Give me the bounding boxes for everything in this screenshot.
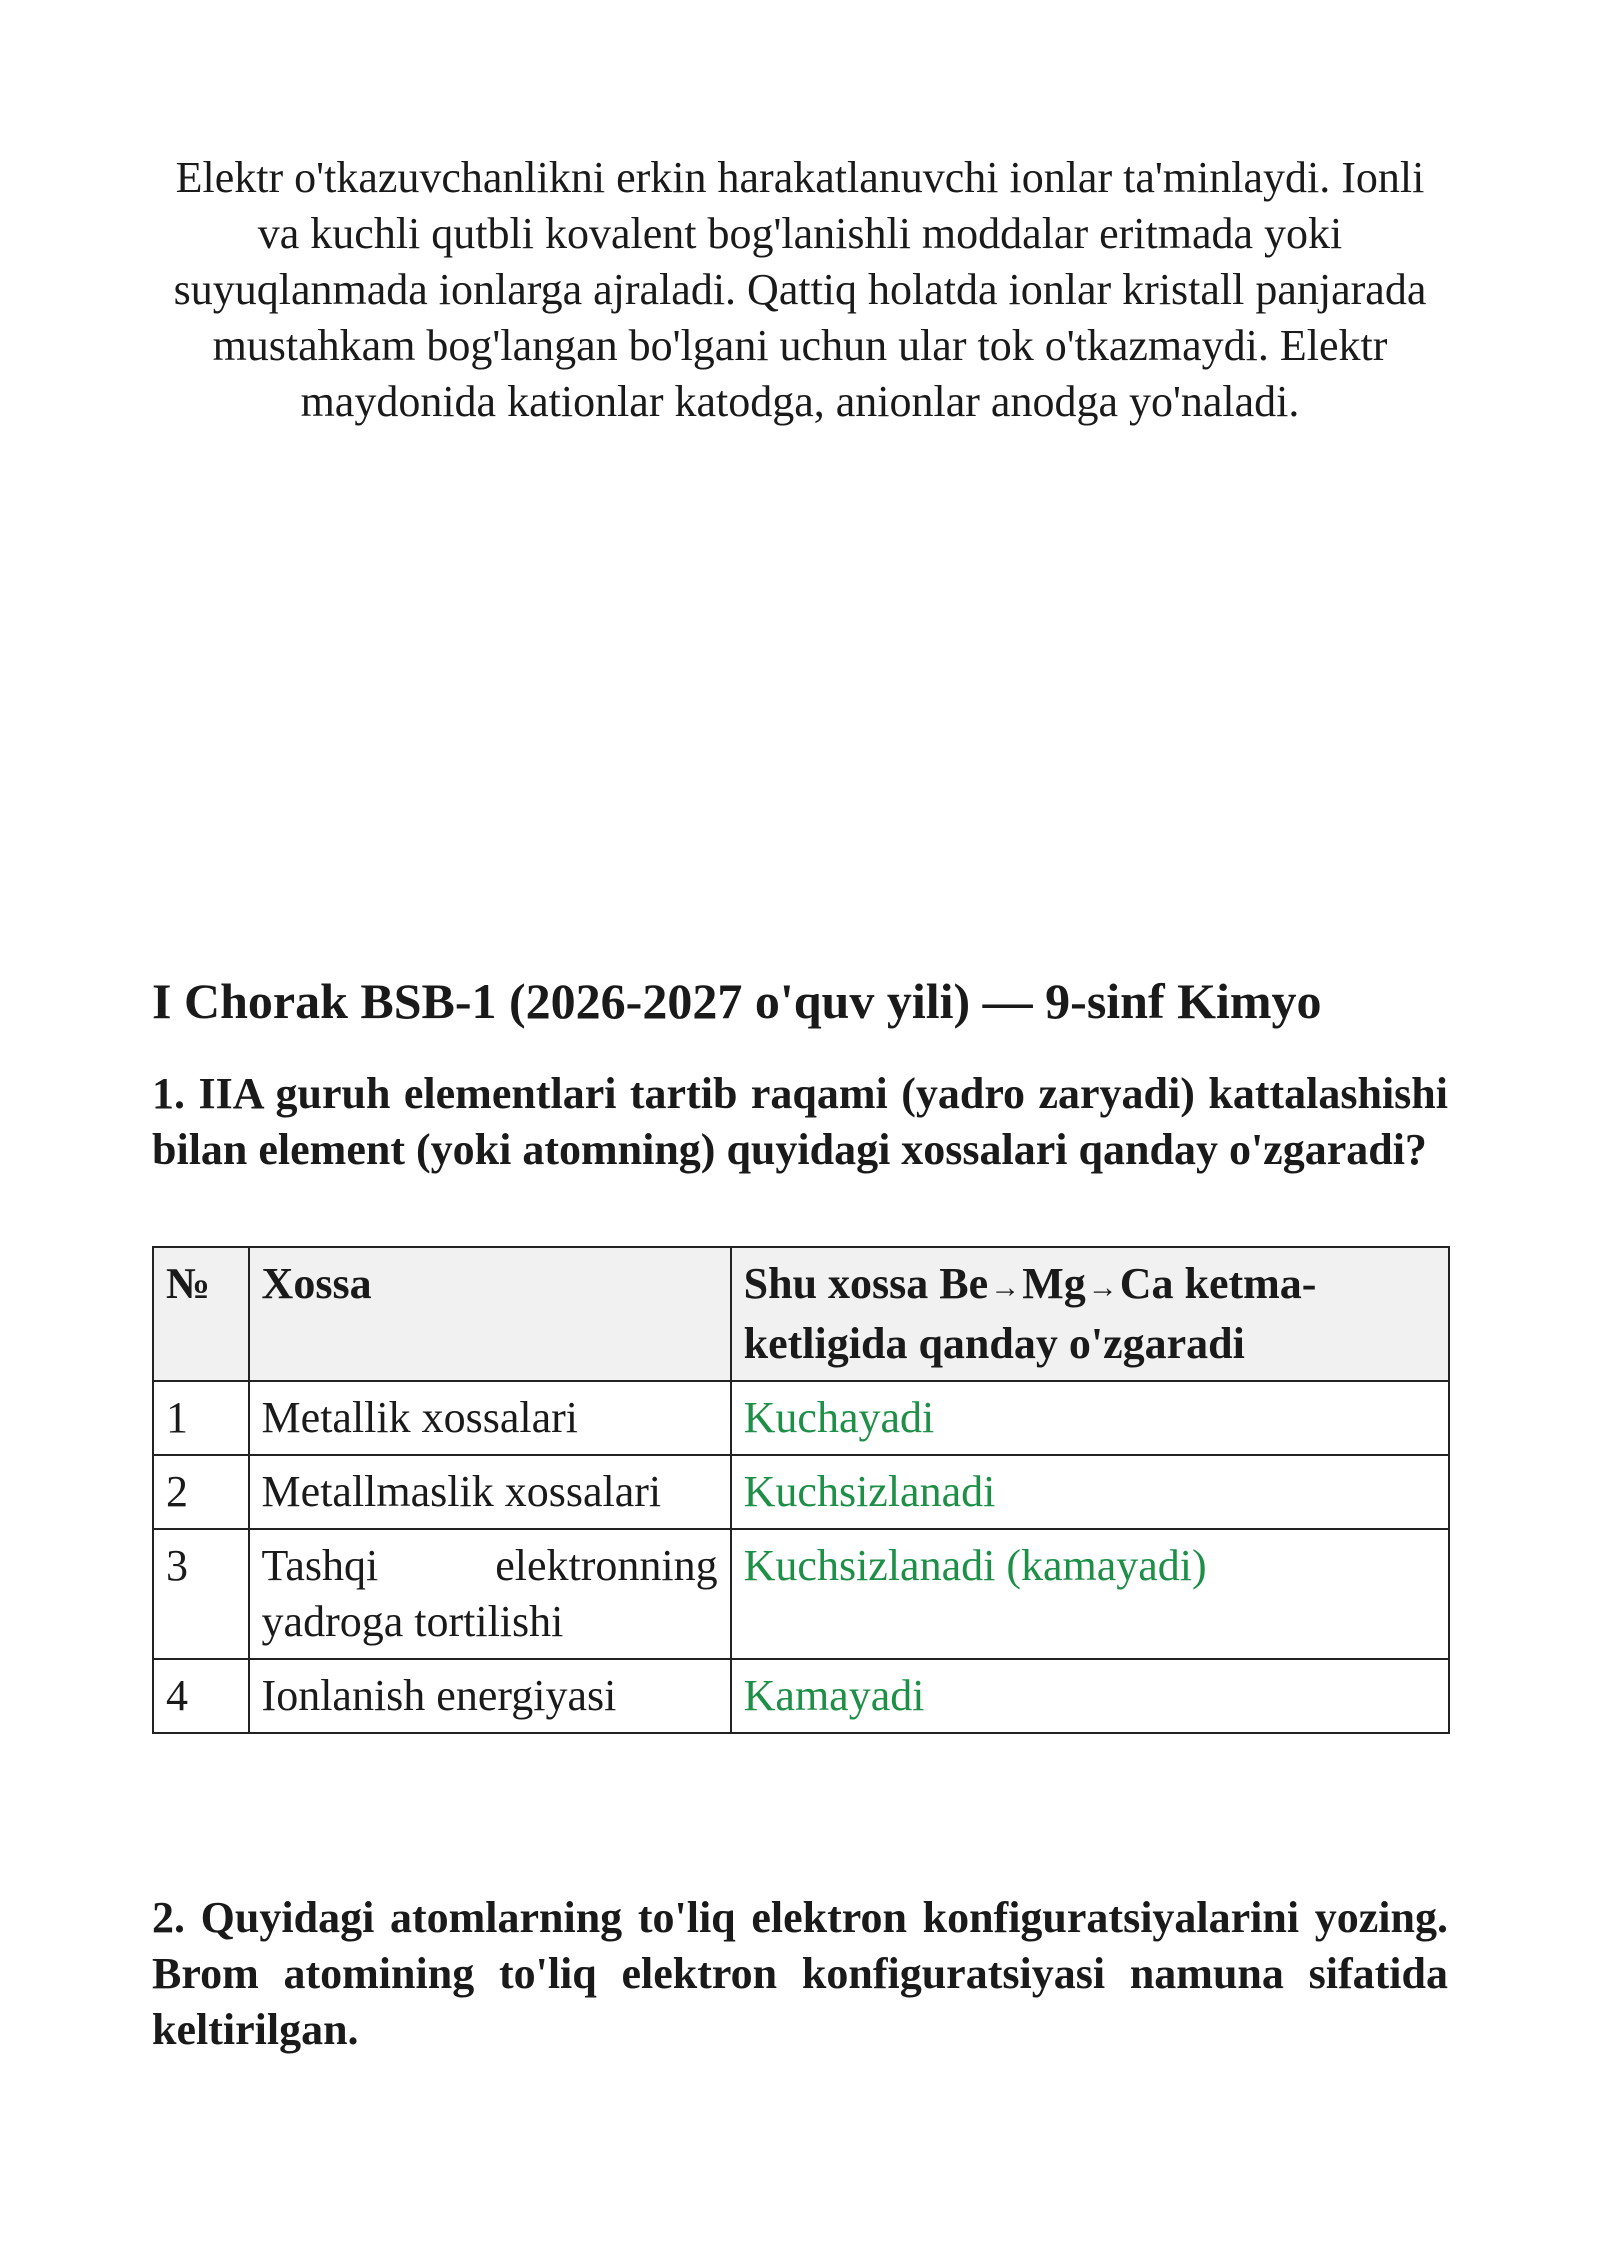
header-property: Xossa [249, 1247, 731, 1381]
arrow-icon: → [1087, 1270, 1118, 1304]
row-change: Kamayadi [731, 1659, 1449, 1733]
header-change [731, 1247, 1449, 1381]
header-number: № [153, 1247, 249, 1381]
row-number: 2 [153, 1455, 249, 1529]
row-number: 3 [153, 1529, 249, 1659]
header-change-mg: Mg [1022, 1259, 1086, 1308]
section-title: I Chorak BSB-1 (2026-2027 o'quv yili) — 9-sinf Kimyo [152, 973, 1322, 1029]
row-property: Metallik xossalari [249, 1381, 731, 1455]
question-1: 1. IIA guruh elementlari tartib raqami (yadro zaryadi) kattalashishi bilan element (yoki atomning) quyidagi xossalari qanday o'zgaradi? [152, 1069, 1448, 1174]
row-property: Metallmaslik xossalari [249, 1455, 731, 1529]
table-row [153, 1455, 1449, 1529]
row-change: Kuchayadi [731, 1381, 1449, 1455]
table-row [153, 1529, 1449, 1659]
intro-paragraph: Elektr o'tkazuvchanlikni erkin harakatlanuvchi ionlar ta'minlaydi. Ionli va kuchli qutbli kovalent bog'lanishli moddalar eritmada yoki suyuqlanmada ionlarga ajraladi. Qattiq holatda ionlar kristall panjarada mustahkam bog'langan bo'lgani uchun ular tok o'tkazmaydi. Elektr maydonida kationlar katodga, anionlar anodga yo'naladi. [173, 153, 1427, 426]
properties-table [152, 1246, 1450, 1734]
row-property: Tashqi elektronning yadroga tortilishi [249, 1529, 731, 1659]
row-change: Kuchsizlanadi (kamayadi) [731, 1529, 1449, 1659]
table-header-row [153, 1247, 1449, 1381]
header-change-suffix: ketma-ketligida qanday o'zgaradi [743, 1259, 1317, 1368]
table-row [153, 1381, 1449, 1455]
row-number: 4 [153, 1659, 249, 1733]
header-change-ca: Ca [1119, 1259, 1174, 1308]
question-2: 2. Quyidagi atomlarning to'liq elektron konfiguratsiyalarini yozing. Brom atomining to'liq elektron konfiguratsiyasi namuna sifatida keltirilgan. [152, 1893, 1448, 2054]
row-change: Kuchsizlanadi [731, 1455, 1449, 1529]
header-change-prefix: Shu xossa Be [743, 1259, 989, 1308]
row-property: Ionlanish energiyasi [249, 1659, 731, 1733]
table-row [153, 1659, 1449, 1733]
row-number: 1 [153, 1381, 249, 1455]
arrow-icon: → [990, 1270, 1021, 1304]
